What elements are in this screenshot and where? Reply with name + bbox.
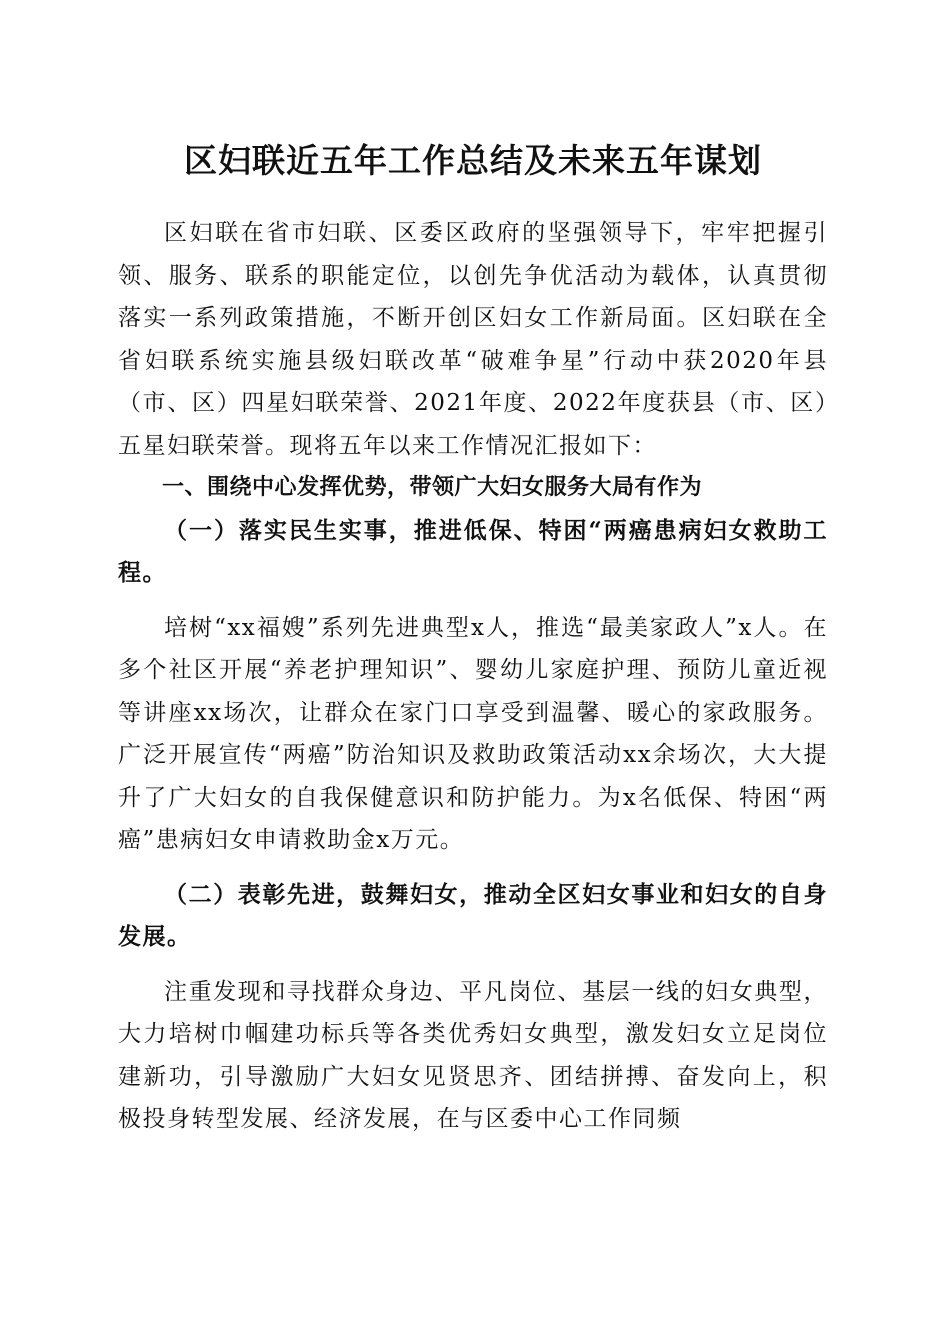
- document-title: 区妇联近五年工作总结及未来五年谋划: [184, 141, 762, 180]
- subsection-1-heading: （一）落实民生实事，推进低保、特困“两癌患病妇女救助工程。: [118, 516, 828, 586]
- subsection-1-body: 培树“xx福嫂”系列先进典型x人，推选“最美家政人”x人。在多个社区开展“养老护理知识”、婴幼儿家庭护理、预防儿童近视等讲座xx场次，让群众在家门口享受到温馨、暖心的家政服务。广泛开展宣传“两癌”防治知识及救助政策活动xx余场次，大大提升了广大妇女的自我保健意识和防护能力。为x名低保、特困“两癌”患病妇女申请救助金x万元。: [118, 614, 828, 853]
- subsection-2-heading: （二）表彰先进，鼓舞妇女，推动全区妇女事业和妇女的自身发展。: [118, 880, 828, 950]
- intro-paragraph: 区妇联在省市妇联、区委区政府的坚强领导下，牢牢把握引领、服务、联系的职能定位，以创先争优活动为载体，认真贯彻落实一系列政策措施，不断开创区妇女工作新局面。区妇联在全省妇联系统实施县级妇联改革“破难争星”行动中获2020年县（市、区）四星妇联荣誉、2021年度、2022年度获县（市、区）五星妇联荣誉。现将五年以来工作情况汇报如下：: [118, 220, 828, 459]
- document-body: [118, 212, 828, 1141]
- section-1-heading: 一、围绕中心发挥优势，带领广大妇女服务大局有作为: [162, 475, 703, 500]
- subsection-2-body: 注重发现和寻找群众身边、平凡岗位、基层一线的妇女典型，大力培树巾帼建功标兵等各类优秀妇女典型，激发妇女立足岗位建新功，引导激励广大妇女见贤思齐、团结拼搏、奋发向上，积极投身转型发展、经济发展，在与区委中心工作同频: [118, 978, 828, 1132]
